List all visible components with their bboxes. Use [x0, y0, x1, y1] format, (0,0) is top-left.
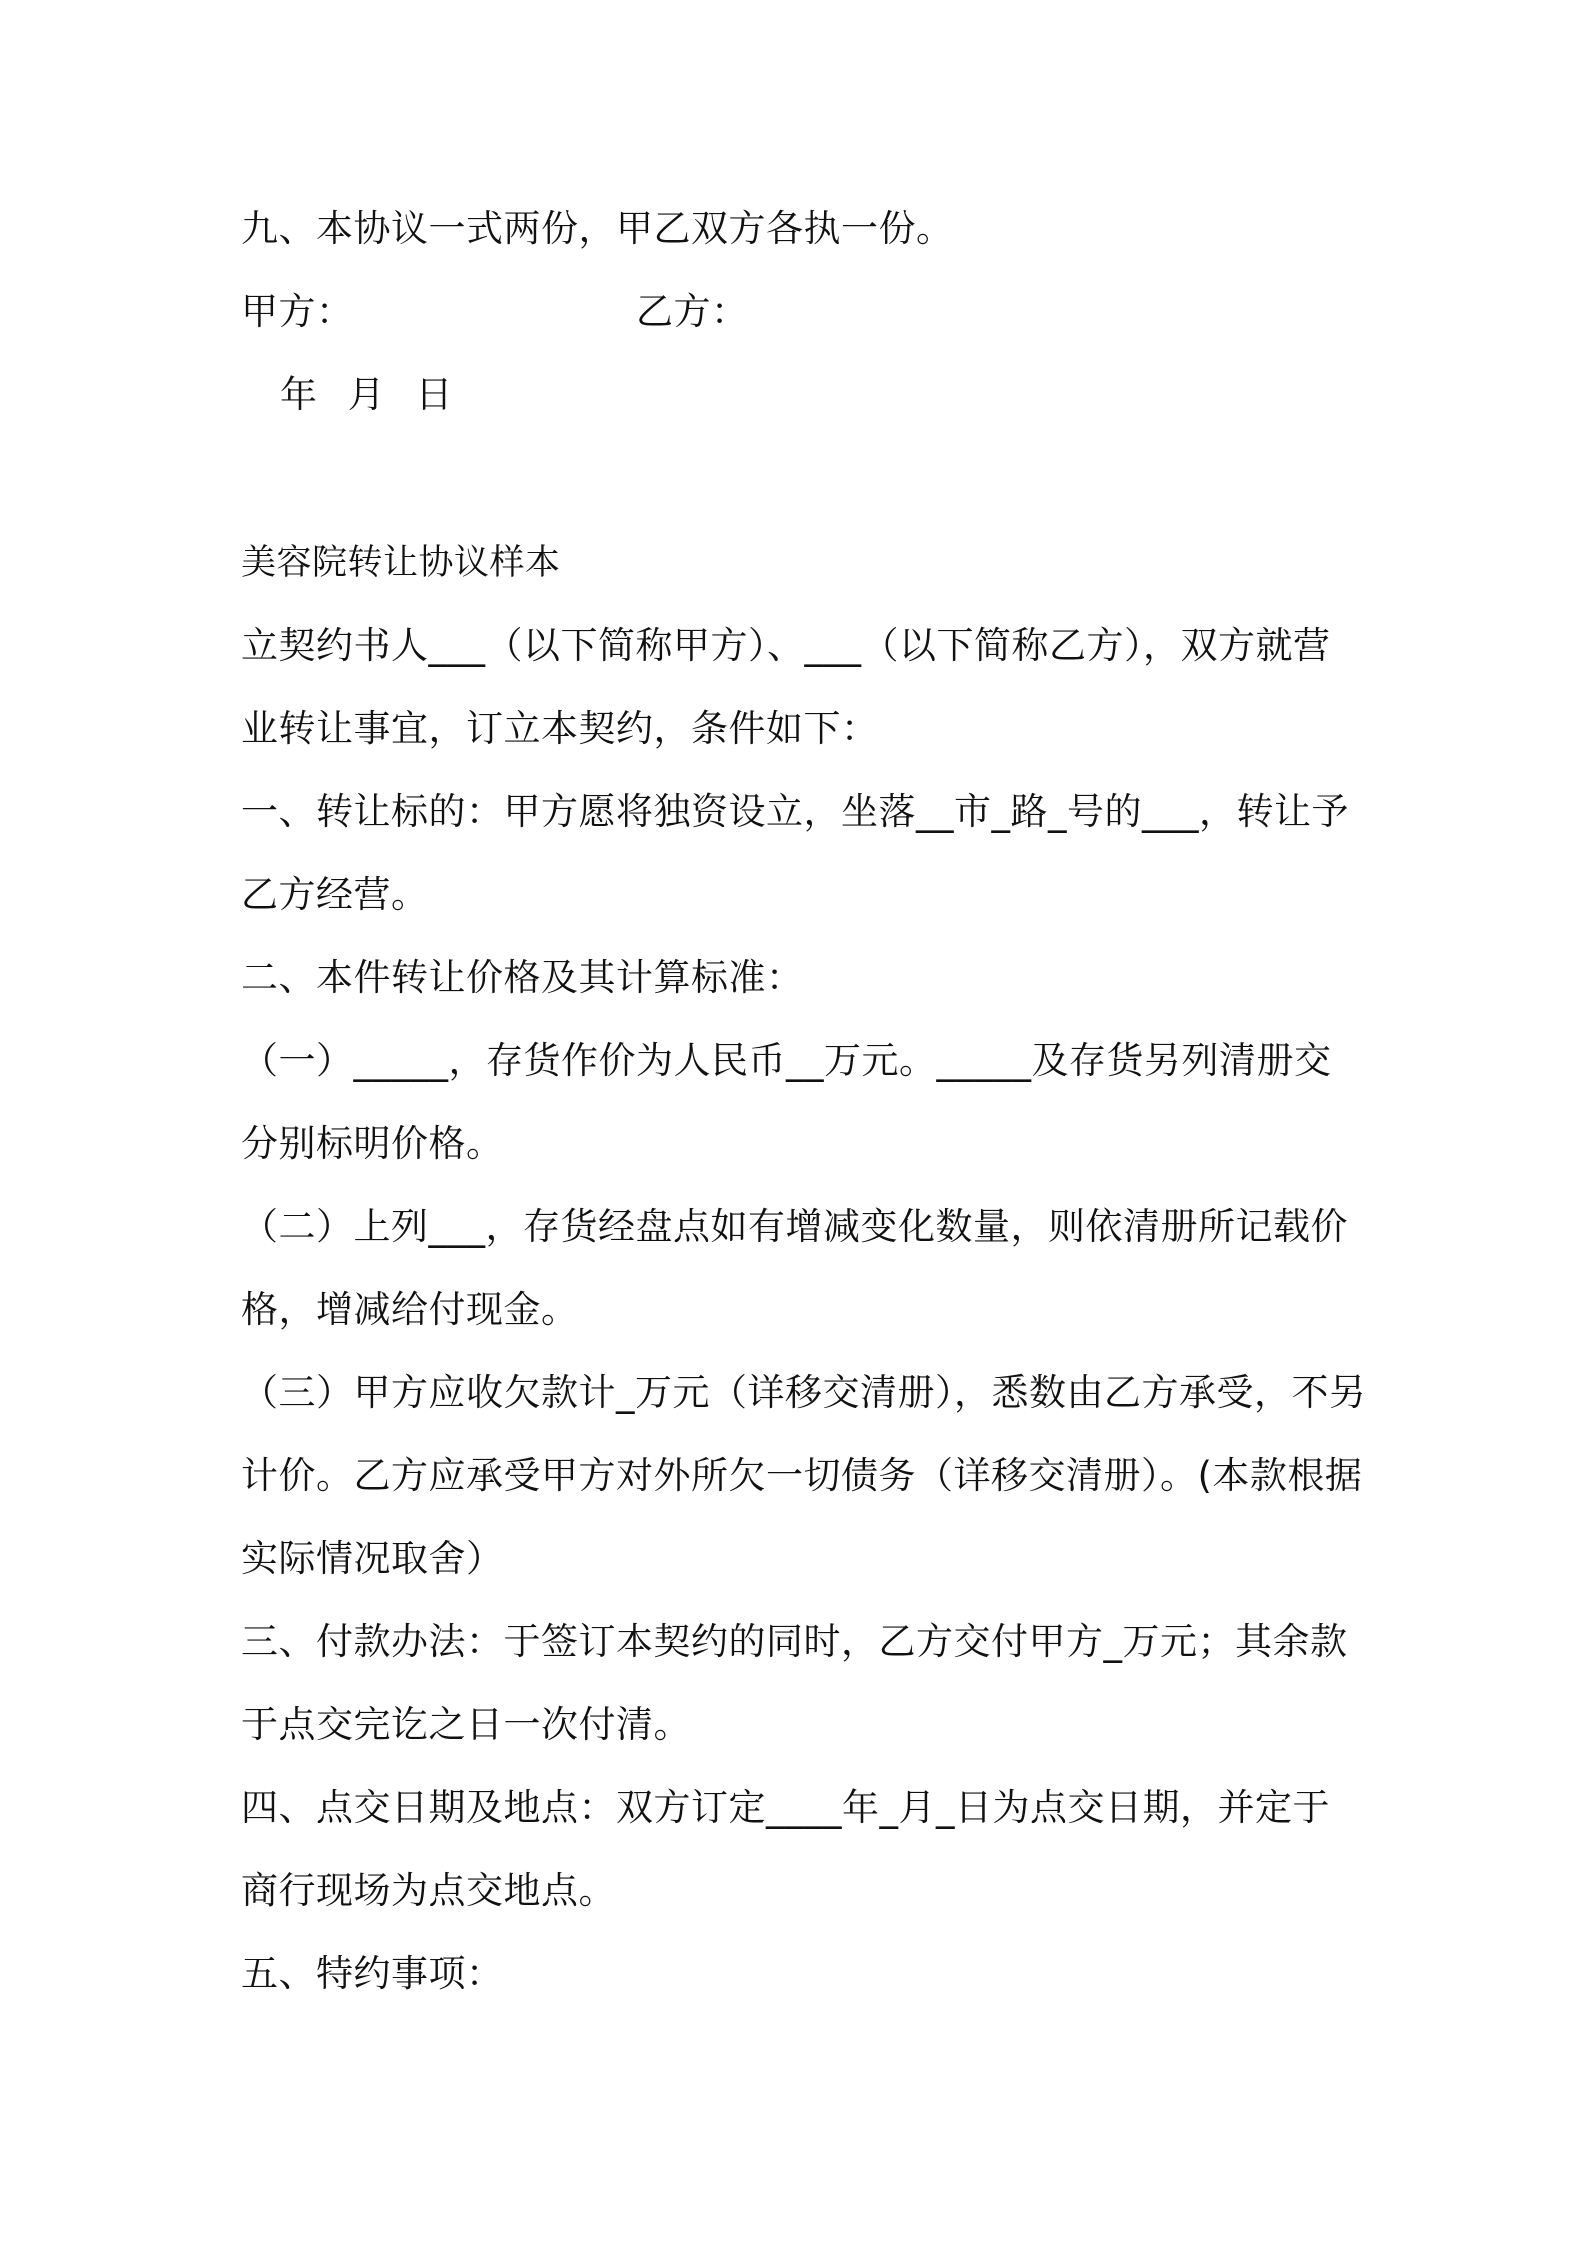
body-line: （三）甲方应收欠款计_万元（详移交清册），悉数由乙方承受，不另: [241, 1371, 1367, 1414]
body-line: 计价。乙方应承受甲方对外所欠一切债务（详移交清册）。(本款根据: [241, 1454, 1363, 1497]
body-line: 五、特约事项：: [241, 1952, 504, 1995]
document-title: 美容院转让协议样本: [241, 543, 561, 583]
body-line: 于点交完讫之日一次付清。: [241, 1703, 691, 1746]
body-line: 四、点交日期及地点：双方订定____年_月_日为点交日期，并定于: [241, 1786, 1330, 1829]
signature-date: 年 月 日: [280, 373, 454, 416]
body-line: 三、付款办法：于签订本契约的同时，乙方交付甲方_万元；其余款: [241, 1620, 1348, 1663]
body-line: 一、转让标的：甲方愿将独资设立，坐落__市_路_号的___，转让予: [241, 790, 1349, 833]
body-line: 乙方经营。: [241, 873, 429, 916]
body-line: 格，增减给付现金。: [241, 1288, 579, 1331]
body-line: 二、本件转让价格及其计算标准：: [241, 956, 804, 999]
body-line: 分别标明价格。: [241, 1122, 504, 1165]
body-line: 业转让事宜，订立本契约，条件如下：: [241, 707, 879, 750]
body-line: 立契约书人___（以下简称甲方）、___（以下简称乙方），双方就营: [241, 624, 1331, 667]
party-b-label: 乙方：: [636, 290, 749, 333]
body-line: 实际情况取舍）: [241, 1537, 504, 1580]
body-line: （一）_____，存货作价为人民币__万元。_____及存货另列清册交: [241, 1039, 1332, 1082]
body-line: （二）上列___，存货经盘点如有增减变化数量，则依清册所记载价: [241, 1205, 1348, 1248]
body-line: 商行现场为点交地点。: [241, 1869, 616, 1912]
clause-nine: 九、本协议一式两份，甲乙双方各执一份。: [241, 207, 954, 250]
party-a-label: 甲方：: [241, 290, 354, 333]
